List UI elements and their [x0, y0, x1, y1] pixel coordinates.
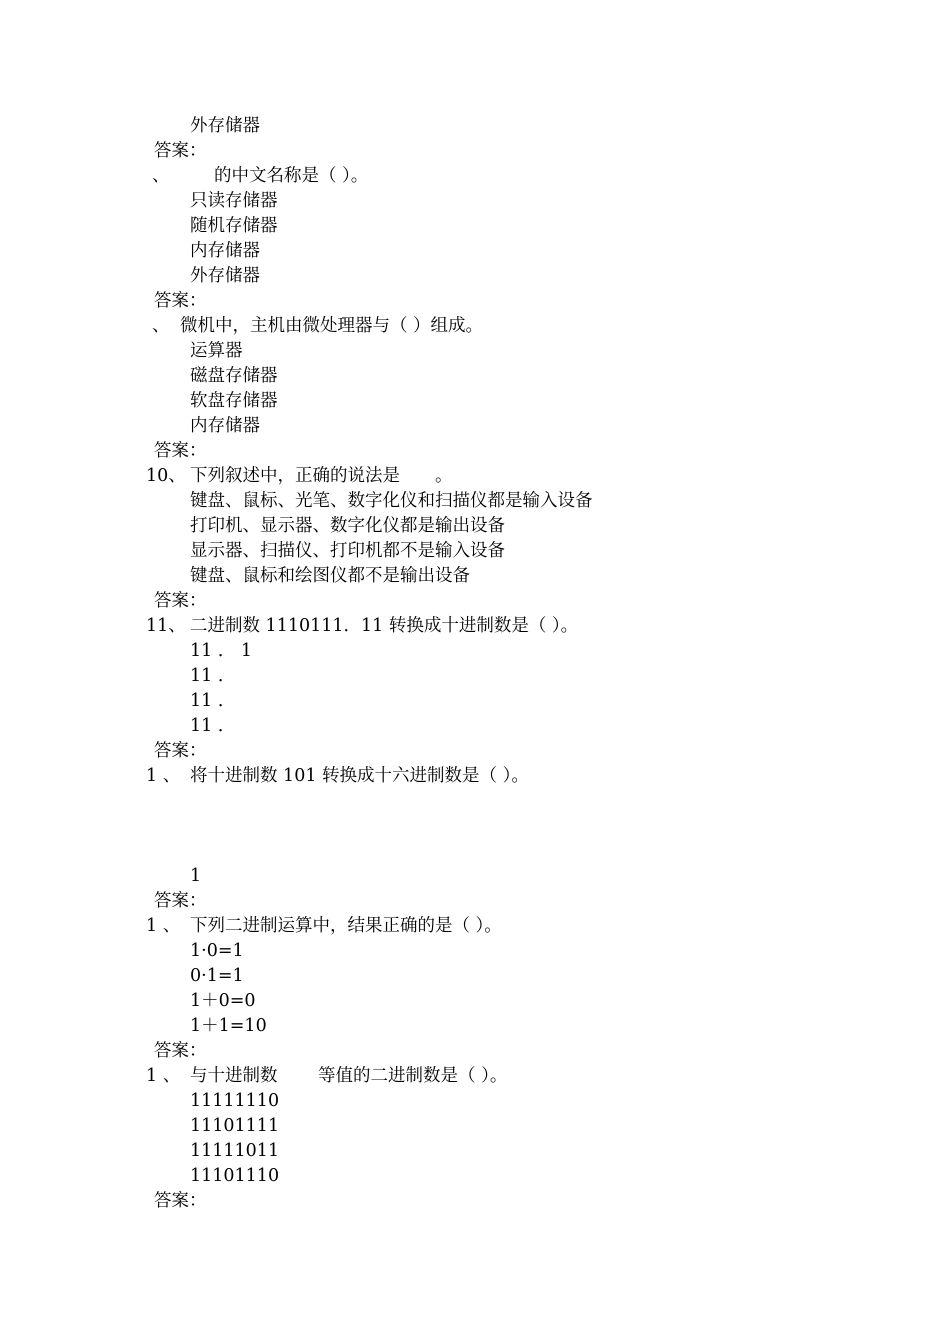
- question-text: 将十进制数 101 转换成十六进制数是（ ）。: [190, 766, 529, 786]
- option-c: 显示器、扫描仪、打印机都不是输入设备: [190, 541, 505, 561]
- option-c: 内存储器: [190, 241, 260, 261]
- question-number: 1 、: [146, 1066, 181, 1086]
- answer-label: 答案：: [154, 591, 207, 611]
- option-a: 11111110: [190, 1091, 280, 1111]
- option-a: 只读存储器: [190, 191, 278, 211]
- question-text: 下列二进制运算中，结果正确的是（ ）。: [190, 916, 502, 936]
- answer-label: 答案：: [154, 141, 207, 161]
- question-text: 微机中，主机由微处理器与（ ）组成。: [180, 316, 484, 336]
- option-d: 内存储器: [190, 416, 260, 436]
- answer-label: 答案：: [154, 741, 207, 761]
- option-d: 键盘、鼠标和绘图仪都不是输出设备: [190, 566, 470, 586]
- question-text: 二进制数 1110111．11 转换成十进制数是（ ）。: [190, 616, 579, 636]
- question-number: 1 、: [146, 916, 181, 936]
- option-d: 11101110: [190, 1166, 280, 1186]
- answer-label: 答案：: [154, 441, 207, 461]
- question-number: 11、: [146, 616, 186, 636]
- option-d: 1＋1=10: [190, 1016, 267, 1036]
- answer-label: 答案：: [154, 1191, 207, 1211]
- option-b: 磁盘存储器: [190, 366, 278, 386]
- option-b: 11 ．: [190, 666, 236, 686]
- option-c: 11 ．: [190, 691, 236, 711]
- option-a: 运算器: [190, 341, 243, 361]
- option-a: 11 ． 1: [190, 641, 253, 661]
- option-d: 1: [190, 866, 202, 886]
- question-number: 、: [152, 316, 170, 336]
- option-d: 11 ．: [190, 716, 236, 736]
- answer-label: 答案：: [154, 1041, 207, 1061]
- option-c: 11111011: [190, 1141, 280, 1161]
- option-text: 外存储器: [190, 116, 260, 136]
- question-text: 下列叙述中，正确的说法是 。: [190, 466, 453, 486]
- question-number: 10、: [146, 466, 186, 486]
- option-a: 键盘、鼠标、光笔、数字化仪和扫描仪都是输入设备: [190, 491, 593, 511]
- option-d: 外存储器: [190, 266, 260, 286]
- question-text: 与十进制数 等值的二进制数是（ ）。: [190, 1066, 508, 1086]
- option-b: 11101111: [190, 1116, 280, 1136]
- option-a: 1·0=1: [190, 941, 244, 961]
- option-b: 0·1=1: [190, 966, 244, 986]
- option-c: 1＋0=0: [190, 991, 256, 1011]
- option-b: 随机存储器: [190, 216, 278, 236]
- option-c: 软盘存储器: [190, 391, 278, 411]
- question-number: 、: [152, 166, 170, 186]
- answer-label: 答案：: [154, 891, 207, 911]
- option-b: 打印机、显示器、数字化仪都是输出设备: [190, 516, 505, 536]
- question-text: 的中文名称是（ ）。: [214, 166, 369, 186]
- question-number: 1 、: [146, 766, 181, 786]
- answer-label: 答案：: [154, 291, 207, 311]
